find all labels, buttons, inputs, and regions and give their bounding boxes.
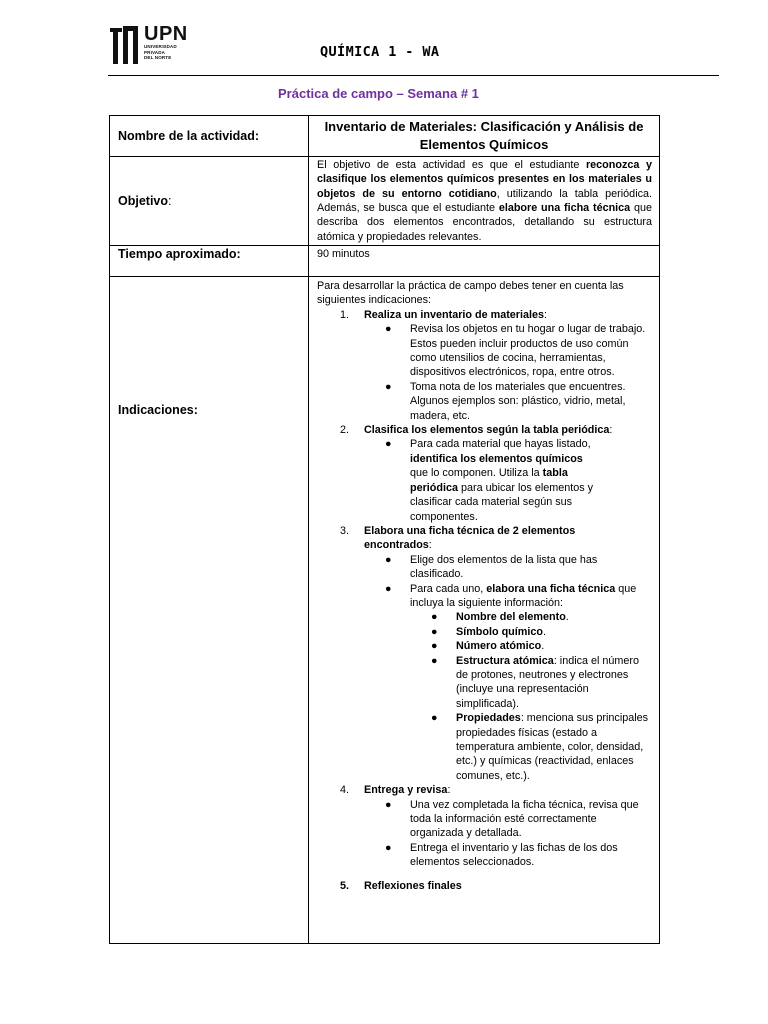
activity-name: Inventario de Materiales: Clasificación y Análisis de Elementos Químicos <box>309 116 660 157</box>
list-item: ● Para cada uno, elabora una ficha técnica que incluya la siguiente información: ● Nombre del elemento. ● Símbolo químico. ● Número atómico. ● Estructura atómica: indica el número de protones, neutrones y electrones (incluye una representación simplificada). ● Propiedades: menciona sus principales propiedades físicas (estado a temperatura ambiente, color, densidad, etc.) y químicas (reactividad, enlaces comunes, etc.). <box>364 582 652 784</box>
list-item: ● Revisa los objetos en tu hogar o lugar de trabajo. Estos pueden incluir productos de uso común como utensilios de cocina, herramientas, dispositivos electrónicos, ropa, entre otros. <box>385 323 646 379</box>
table-row-time <box>110 246 660 277</box>
list-item: ● Para cada material que hayas listado, identifica los elementos químicos que lo componen. Utiliza la tabla periódica para ubicar los elementos y clasificar cada material según sus componentes. <box>385 438 594 523</box>
step-datasheet: 3. Elabora una ficha técnica de 2 elementos encontrados: ● Elige dos elementos de la lista que has clasificado. ● Para cada uno, elabora una ficha técnica que incluya la siguiente información: ● Nombre del elemento. ● Símbolo químico. ● Número atómico. ● Estructura atómica: indica el número de protones, neutrones y electrones (incluye una representación simplificada). ● Propiedades: menciona sus principales propiedades físicas (estado a temperatura ambiente, color, densidad, etc.) y químicas (reactividad, enlaces comunes, etc.). <box>317 524 652 783</box>
activity-table <box>109 115 660 944</box>
step-submit: 4. Entrega y revisa: ● Una vez completada la ficha técnica, revisa que toda la información esté correctamente organizada y detallada. ● Entrega el inventario y las fichas de los dos elementos seleccionados. <box>317 783 652 869</box>
table-row-objective <box>110 157 660 246</box>
step-reflections: 5. Reflexiones finales <box>340 879 462 892</box>
instructions-content <box>309 277 660 944</box>
objective-label: Objetivo: <box>110 157 309 246</box>
instructions-intro: Para desarrollar la práctica de campo debes tener en cuenta las siguientes indicaciones: <box>317 280 624 307</box>
list-item: ● Elige dos elementos de la lista que has clasificado. <box>385 553 598 581</box>
list-item: ● Nombre del elemento. <box>431 611 569 624</box>
list-item: ● Número atómico. <box>431 640 545 653</box>
activity-label: Nombre de la actividad: <box>110 116 309 157</box>
table-row-instructions <box>110 277 660 944</box>
step-classify: 2. Clasifica los elementos según la tabla periódica: ● Para cada material que hayas listado, identifica los elementos químicos que lo componen. Utiliza la tabla periódica para ubicar los elementos y clasificar cada material según sus componentes. <box>317 423 652 524</box>
course-title: QUÍMICA 1 - WA <box>320 44 440 60</box>
list-item: ● Toma nota de los materiales que encuentres. Algunos ejemplos son: plástico, vidrio, metal, madera, etc. <box>385 380 626 422</box>
list-item: ● Estructura atómica: indica el número de protones, neutrones y electrones (incluye una representación simplificada). <box>431 654 640 710</box>
header-divider <box>108 75 719 76</box>
time-label: Tiempo aproximado: <box>110 246 309 277</box>
logo-text: UPN <box>144 23 188 45</box>
list-item: ● Símbolo químico. <box>431 625 546 638</box>
upn-emblem-icon <box>108 24 140 66</box>
list-item: ● Propiedades: menciona sus principales propiedades físicas (estado a temperatura ambiente, color, densidad, etc.) y químicas (reactividad, enlaces comunes, etc.). <box>431 712 649 782</box>
upn-logo <box>108 24 198 68</box>
table-row-activity <box>110 116 660 157</box>
instructions-label: Indicaciones: <box>110 277 309 944</box>
instruction-steps <box>317 308 652 893</box>
objective-text: El objetivo de esta actividad es que el estudiante reconozca y clasifique los elementos químicos presentes en los materiales u objetos de su entorno cotidiano, utilizando la tabla periódica. Además, se busca que el estudiante elabore una ficha técnica que describa dos elementos encontrados, detallando su estructura atómica y propiedades relevantes. <box>309 157 660 246</box>
page-subtitle: Práctica de campo – Semana # 1 <box>278 86 479 101</box>
logo-subtext: UNIVERSIDAD PRIVADA DEL NORTE <box>144 44 177 61</box>
list-item: ● Una vez completada la ficha técnica, revisa que toda la información esté correctamente organizada y detallada. <box>385 798 639 840</box>
time-value: 90 minutos <box>309 246 660 277</box>
list-item: ● Entrega el inventario y las fichas de los dos elementos seleccionados. <box>385 841 618 869</box>
step-inventory: 1. Realiza un inventario de materiales: ● Revisa los objetos en tu hogar o lugar de trabajo. Estos pueden incluir productos de uso común como utensilios de cocina, herramientas, dispositivos electrónicos, ropa, entre otros. ● Toma nota de los materiales que encuentres. Algunos ejemplos son: plástico, vidrio, metal, madera, etc. <box>317 308 652 423</box>
